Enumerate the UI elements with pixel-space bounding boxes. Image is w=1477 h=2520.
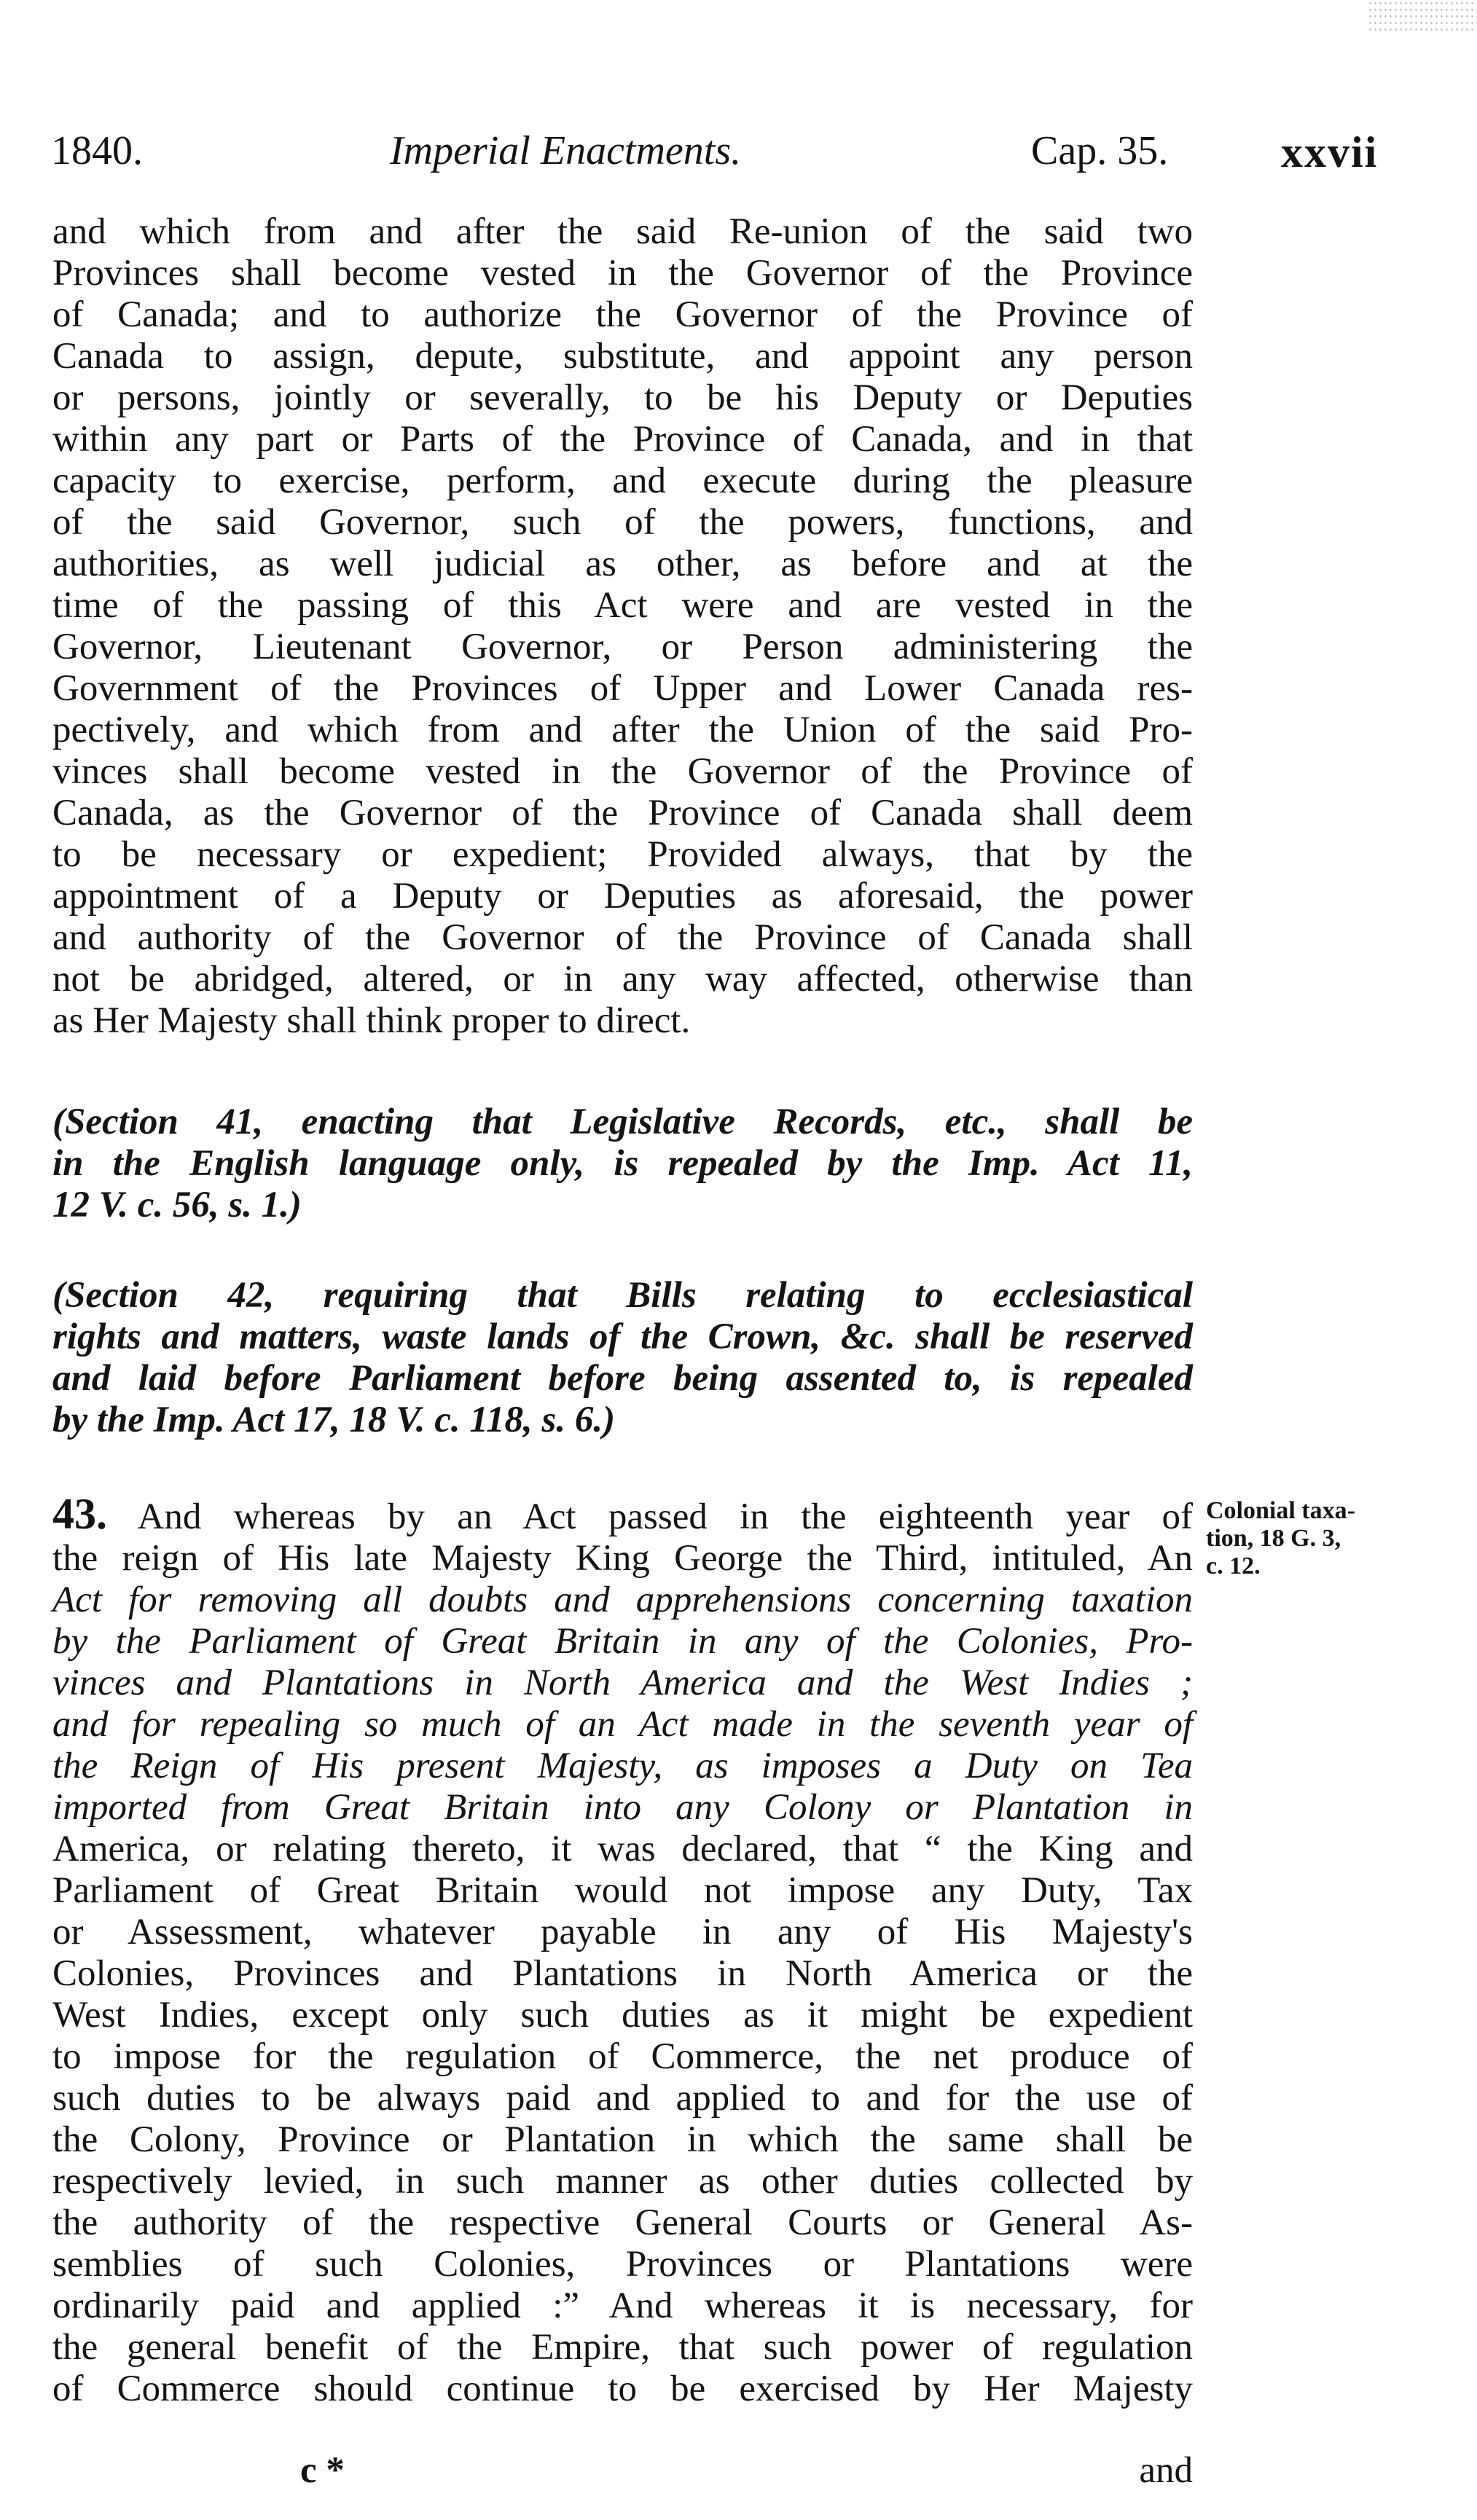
text-line: vinces and Plantations in North America and the West Indies ; [52,1663,1193,1703]
section-43-paragraph [52,1490,1193,2410]
text-line: to impose for the regulation of Commerce, the net produce of [52,2036,1193,2077]
text-line: Canada to assign, depute, substitute, and appoint any person [52,336,1193,377]
text-line: (Section 42, requiring that Bills relating to ecclesiastical [52,1275,1193,1316]
margin-note-line: Colonial taxa- [1206,1497,1355,1524]
text-line: 12 V. c. 56, s. 1.) [52,1185,302,1225]
continuation-paragraph [52,211,1193,1042]
section-42-note [52,1275,1193,1441]
text-line: Parliament of Great Britain would not impose any Duty, Tax [52,1870,1193,1911]
section-41-note [52,1102,1193,1226]
text-line-content: And whereas by an Act passed in the eighteenth year of [137,1496,1193,1537]
section-number: 43. [52,1490,107,1538]
text-line: and for repealing so much of an Act made in the seventh year of [52,1704,1193,1745]
margin-note [1206,1497,1425,1580]
text-line: respectively levied, in such manner as other duties collected by [52,2161,1193,2202]
text-line: authorities, as well judicial as other, as before and at the [52,543,1193,584]
text-line: pectively, and which from and after the Union of the said Pro- [52,710,1193,750]
header-year: 1840. [51,128,143,173]
header-chapter: Cap. 35. [1031,128,1169,173]
text-line: (Section 41, enacting that Legislative Records, etc., shall be [52,1102,1193,1142]
text-line: within any part or Parts of the Province of Canada, and in that [52,419,1193,460]
text-line: the reign of His late Majesty King George the Third, intituled, An [52,1538,1193,1579]
text-line: the general benefit of the Empire, that such power of regulation [52,2327,1193,2368]
text-line: by the Imp. Act 17, 18 V. c. 118, s. 6.) [52,1400,616,1440]
text-line: Provinces shall become vested in the Governor of the Province [52,253,1193,294]
text-line: in the English language only, is repealed by the Imp. Act 11, [52,1143,1193,1184]
text-line: the Colony, Province or Plantation in which the same shall be [52,2119,1193,2160]
text-line: by the Parliament of Great Britain in any of the Colonies, Pro- [52,1621,1193,1662]
text-line: West Indies, except only such duties as it might be expedient [52,1995,1193,2036]
text-line: vinces shall become vested in the Governor of the Province of [52,751,1193,792]
text-line: Governor, Lieutenant Governor, or Person administering the [52,627,1193,667]
text-line: of Commerce should continue to be exercised by Her Majesty [52,2368,1193,2409]
margin-note-line: c. 12. [1206,1553,1261,1579]
text-line: as Her Majesty shall think proper to direct. [52,1000,691,1041]
text-line: imported from Great Britain into any Colony or Plantation in [52,1787,1193,1828]
page-number: xxvii [1281,128,1379,176]
text-line: time of the passing of this Act were and are vested in the [52,585,1193,626]
text-line: Government of the Provinces of Upper and Lower Canada res- [52,668,1193,709]
signature-mark: c * [300,2450,345,2491]
text-line: to be necessary or expedient; Provided always, that by the [52,834,1193,875]
text-line: or persons, jointly or severally, to be his Deputy or Deputies [52,377,1193,418]
text-line: semblies of such Colonies, Provinces or Plantations were [52,2244,1193,2285]
text-line: and which from and after the said Re-union of the said two [52,211,1193,252]
margin-note-line: tion, 18 G. 3, [1206,1525,1341,1552]
text-line: of the said Governor, such of the powers, functions, and [52,502,1193,543]
text-line: capacity to exercise, perform, and execute during the pleasure [52,460,1193,501]
text-line: such duties to be always paid and applied to and for the use of [52,2078,1193,2119]
text-line: Colonies, Provinces and Plantations in North America or the [52,1953,1193,1994]
scan-dot-artifact [1368,0,1477,33]
text-line: the Reign of His present Majesty, as imposes a Duty on Tea [52,1746,1193,1786]
text-line: appointment of a Deputy or Deputies as aforesaid, the power [52,876,1193,916]
text-line: or Assessment, whatever payable in any of His Majesty's [52,1912,1193,1952]
text-line: and laid before Parliament before being assented to, is repealed [52,1358,1193,1399]
text-line: Canada, as the Governor of the Province of Canada shall deem [52,793,1193,833]
text-line [52,1490,1193,1538]
text-line: not be abridged, altered, or in any way affected, otherwise than [52,959,1193,1000]
header-title: Imperial Enactments. [390,128,742,173]
page-footer [52,2449,1193,2493]
text-line: rights and matters, waste lands of the Crown, &c. shall be reserved [52,1316,1193,1357]
text-line: and authority of the Governor of the Province of Canada shall [52,917,1193,958]
text-line: the authority of the respective General Courts or General As- [52,2202,1193,2243]
text-line: ordinarily paid and applied :” And whereas it is necessary, for [52,2285,1193,2326]
running-header [51,127,1399,193]
text-line: America, or relating thereto, it was declared, that “ the King and [52,1829,1193,1869]
text-line: Act for removing all doubts and apprehensions concerning taxation [52,1579,1193,1620]
catchword: and [1139,2450,1193,2491]
text-line: of Canada; and to authorize the Governor of the Province of [52,294,1193,335]
